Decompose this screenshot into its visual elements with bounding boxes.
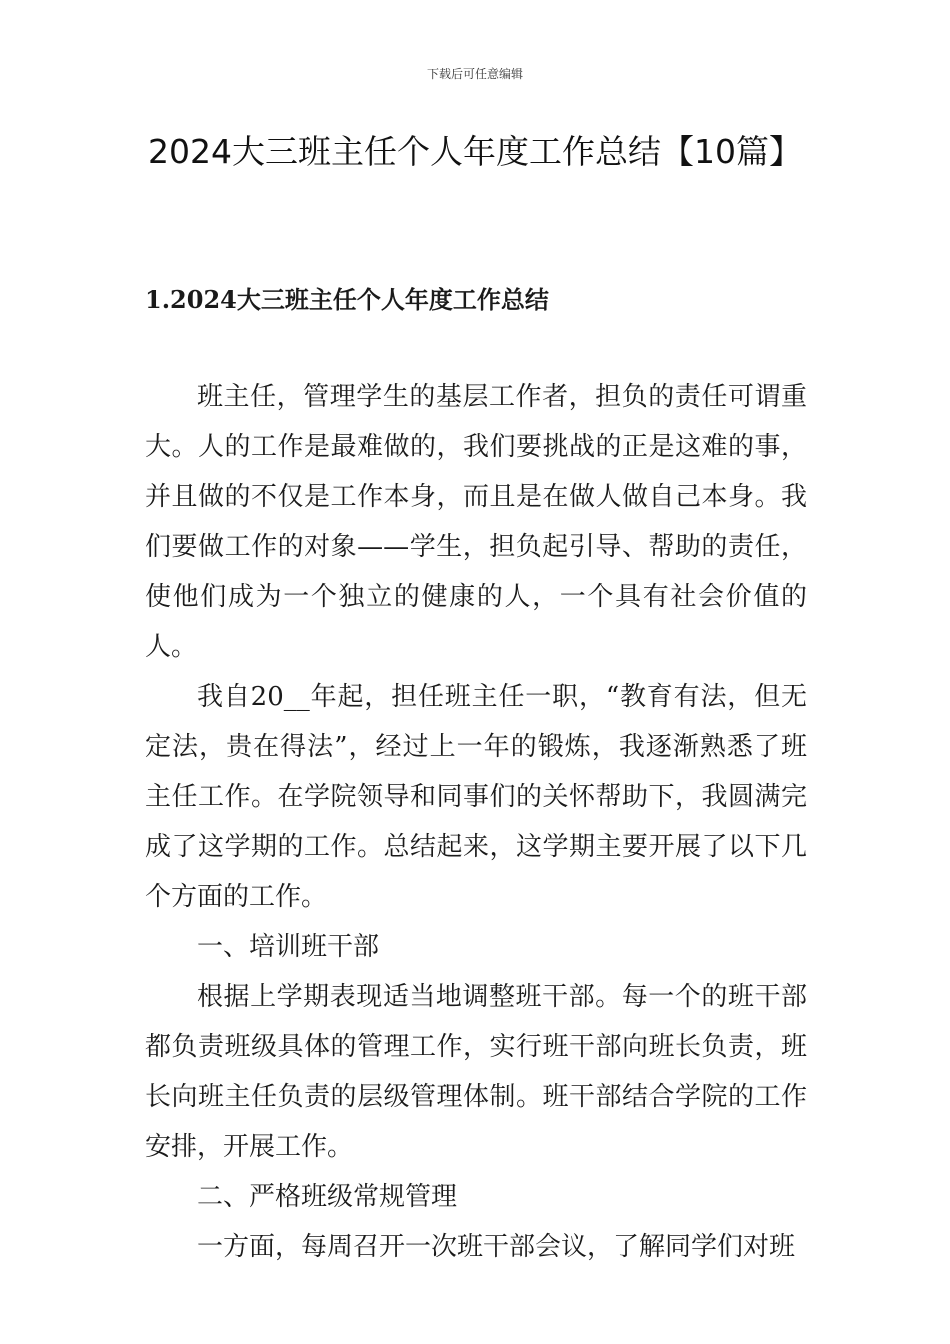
paragraph: 我自20__年起，担任班主任一职，“教育有法，但无定法，贵在得法”，经过上一年的锻炼，我逐渐熟悉了班主任工作。在学院领导和同事们的关怀帮助下，我圆满完成了这学期的工作。总结起来，这学期主要开展了以下几个方面的工作。: [145, 682, 807, 912]
subheading: 一、培训班干部: [197, 932, 380, 962]
section-heading: 1.2024大三班主任个人年度工作总结: [145, 285, 549, 314]
body-text: [145, 372, 807, 1272]
document-title: 2024大三班主任个人年度工作总结【10篇】: [148, 132, 802, 171]
subheading: 二、严格班级常规管理: [197, 1182, 458, 1212]
paragraph: 根据上学期表现适当地调整班干部。每一个的班干部都负责班级具体的管理工作，实行班干部向班长负责，班长向班主任负责的层级管理体制。班干部结合学院的工作安排，开展工作。: [145, 982, 807, 1162]
paragraph: 一方面，每周召开一次班干部会议，了解同学们对班: [197, 1232, 796, 1262]
paragraph: 班主任，管理学生的基层工作者，担负的责任可谓重大。人的工作是最难做的，我们要挑战的正是这难的事，并且做的不仅是工作本身，而且是在做人做自己本身。我们要做工作的对象——学生，担负起引导、帮助的责任，使他们成为一个独立的健康的人，一个具有社会价值的人。: [145, 382, 807, 662]
header-note: 下载后可任意编辑: [426, 67, 523, 81]
